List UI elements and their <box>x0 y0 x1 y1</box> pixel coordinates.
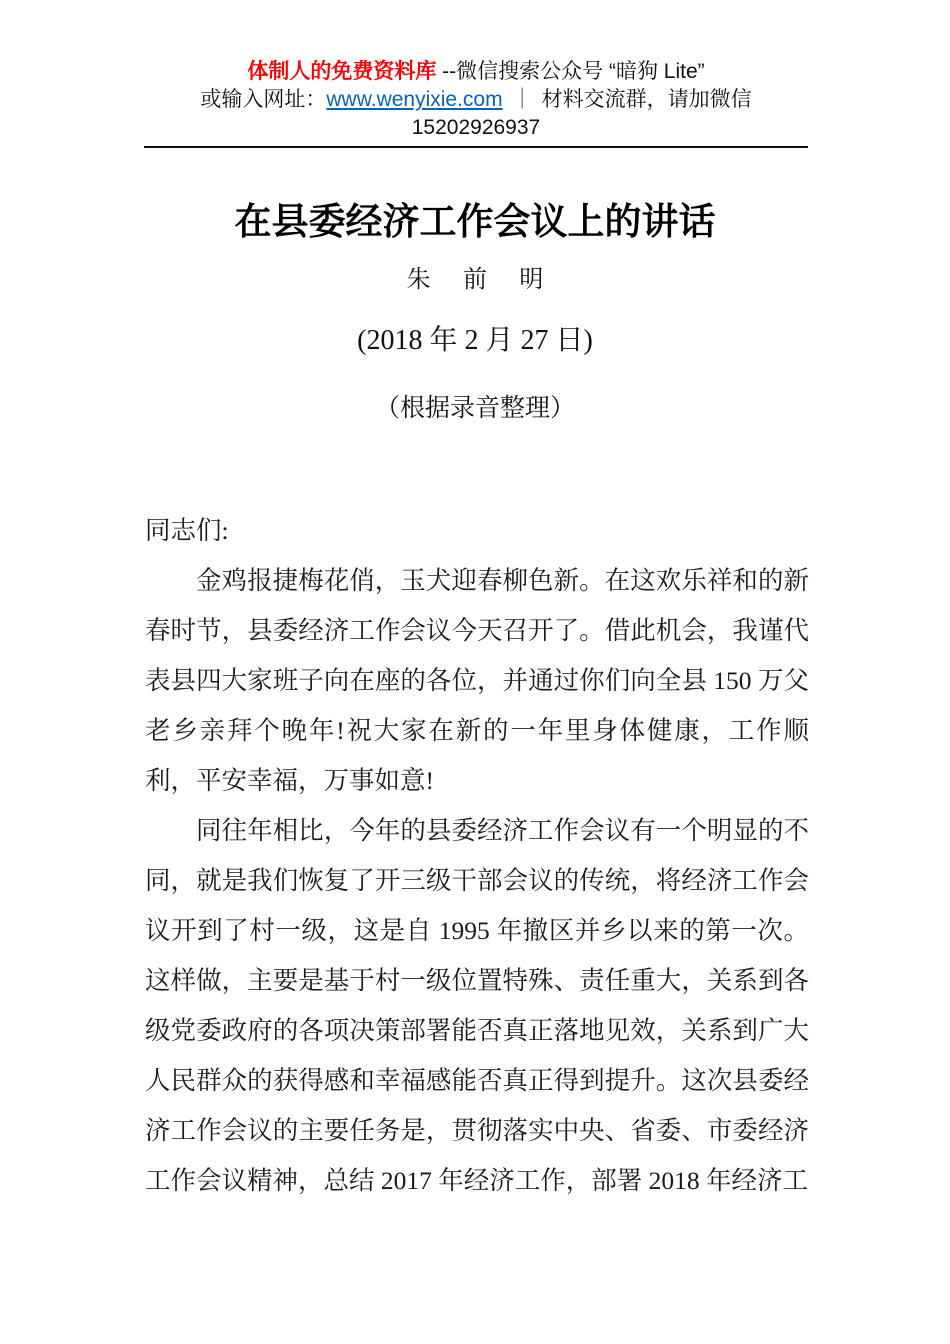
paragraph: 金鸡报捷梅花俏，玉犬迎春柳色新。在这欢乐祥和的新春时节，县委经济工作会议今天召开了。借此机会，我谨代表县四大家班子向在座的各位，并通过你们向全县 150 万父老乡亲拜个晚年!祝大家在新的一年里身体健康，工作顺利，平安幸福，万事如意! <box>145 566 809 795</box>
contact-info: 材料交流群，请加微信 15202926937 <box>411 88 752 139</box>
header-line2 <box>144 86 808 142</box>
author-name: 朱 前 明 <box>406 267 544 293</box>
pipe-separator: ｜ <box>511 88 533 111</box>
paragraph: 同往年相比，今年的县委经济工作会议有一个明显的不同，就是我们恢复了开三级干部会议的传统，将经济工作会议开到了村一级，这是自 1995 年撤区并乡以来的第一次。这样做，主要是基于村一级位置特殊、责任重大，关系到各级党委政府的各项决策部署能否真正落地见效，关系到广大人民群众的获得感和幸福感能否真正得到提升。这次县委经济工作会议的主要任务是，贯彻落实中央、省委、市委经济工作会议精神，总结 2017 年经济工作，部署 2018 年经济工 <box>145 816 809 1195</box>
brand-text: 体制人的免费资料库 <box>247 60 437 83</box>
url-prefix: 或输入网址： <box>200 88 327 111</box>
document-body <box>145 506 809 1206</box>
header-banner <box>144 58 808 148</box>
site-link[interactable]: www.wenyixie.com <box>326 88 503 111</box>
header-line1 <box>144 58 808 86</box>
brand-tagline: --微信搜索公众号 “暗狗 Lite” <box>436 60 705 83</box>
paragraph: 同志们: <box>145 516 229 545</box>
page-title: 在县委经济工作会议上的讲话 <box>234 202 716 243</box>
speech-date: (2018 年 2 月 27 日) <box>357 325 593 356</box>
source-note: （根据录音整理） <box>374 395 575 422</box>
